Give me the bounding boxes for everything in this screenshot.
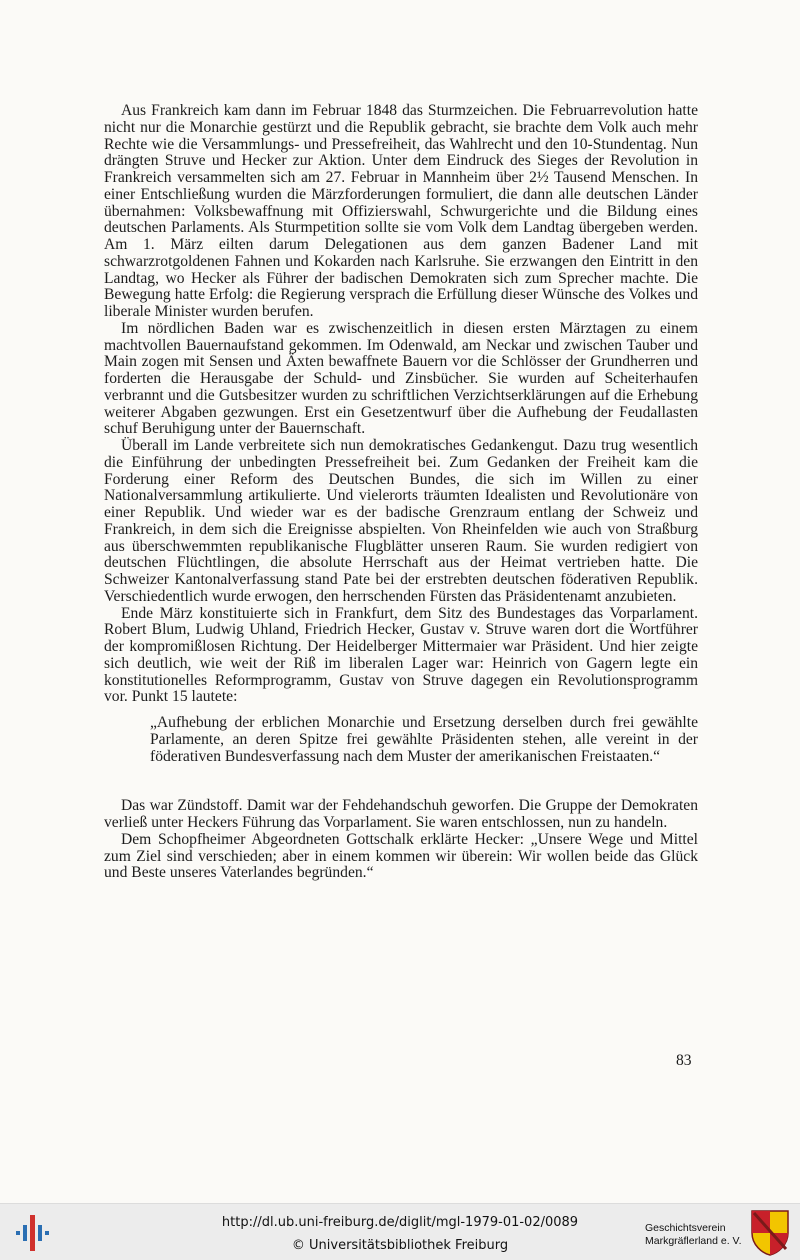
viewer-footer bbox=[0, 1203, 800, 1260]
paragraph: Überall im Lande verbreitete sich nun demokratisches Gedankengut. Dazu trug wesentlich die Einführung der unbedingten Pressefreiheit bei. Zum Gedanken der Freiheit kam die Forderung einer Reform des Deutschen Bundes, die sich im Willen zu einer Nationalversammlung artikulierte. Und vielerorts träumten Idealisten und Revolutionäre von einer Republik. Und wieder war es der badische Grenzraum entlang der Schweiz und Frankreich, in dem sich die Ereignisse abspielten. Von Rheinfelden wie auch von Straßburg aus überschwemmten republikanische Flugblätter unseren Raum. Sie wurden redigiert von deutschen Flüchtlingen, die absolute Herrschaft aus der Heimat vertrieben hatte. Die Schweizer Kantonalverfassung stand Pate bei der erstrebten deutschen föderativen Republik. Verschiedentlich wurde erwogen, den herrschenden Fürsten das Präsidentenamt anzubieten. bbox=[104, 437, 698, 605]
society-line: Geschichtsverein bbox=[645, 1222, 726, 1234]
markgraeflerland-crest-icon bbox=[750, 1209, 790, 1257]
paragraph: Im nördlichen Baden war es zwischenzeitlich in diesen ersten Märztagen zu einem machtvollen Bauernaufstand gekommen. Im Odenwald, am Neckar und zwischen Tauber und Main zogen mit Sensen und Äxten bewaffnete Bauern vor die Schlösser der Grundherren und forderten die Herausgabe der Schuld- und Zinsbücher. Sie wurden auf Scheiterhaufen verbrannt und die Gutsbesitzer wurden zu schriftlichen Verzichtserklärungen auf die Erhebung weiterer Abgaben gezwungen. Erst ein Gesetzentwurf über die Aufhebung der Feudallasten schuf Beruhigung unter der Bauernschaft. bbox=[104, 319, 698, 438]
paragraph: Ende März konstituierte sich in Frankfurt, dem Sitz des Bundestages das Vorparlament. Robert Blum, Ludwig Uhland, Friedrich Hecker, Gustav v. Struve waren dort die Wortführer der kompromißlosen Richtung. Der Heidelberger Mittermaier war Präsident. Und hier zeigte sich deutlich, wie weit der Riß im liberalen Lager war: Heinrich von Gagern legte ein konstitutionelles Reformprogramm, Gustav von Struve dagegen ein Revolutionsprogramm vor. Punkt 15 lautete: bbox=[104, 604, 698, 706]
page-body bbox=[104, 103, 698, 882]
document-url[interactable]: http://dl.ub.uni-freiburg.de/diglit/mgl-1979-01-02/0089 bbox=[221, 1215, 579, 1230]
copyright-notice: © Universitätsbibliothek Freiburg bbox=[291, 1238, 509, 1253]
block-quote: „Aufhebung der erblichen Monarchie und Ersetzung derselben durch frei gewählte Parlamente, an deren Spitze frei gewählte Präsidenten stehen, alle vereint in der föderativen Bundesverfassung nach dem Muster der amerikanischen Freistaaten.“ bbox=[150, 714, 698, 765]
page-number: 83 bbox=[676, 1052, 692, 1069]
society-name bbox=[645, 1222, 742, 1248]
paragraph: Das war Zündstoff. Damit war der Fehdehandschuh geworfen. Die Gruppe der Demokraten verließ unter Heckers Führung das Vorparlament. Sie waren entschlossen, nun zu handeln. bbox=[104, 797, 698, 831]
society-line: Markgräflerland e. V. bbox=[645, 1235, 742, 1247]
paragraph: Aus Frankreich kam dann im Februar 1848 das Sturmzeichen. Die Februarrevolution hatte nicht nur die Monarchie gestürzt und die Republik gebracht, sie brachte dem Volk auch mehr Rechte wie die Versammlungs- und Pressefreiheit, das Wahlrecht und den 10-Stundentag. Nun drängten Struve und Hecker zur Aktion. Unter dem Eindruck des Sieges der Revolution in Frankreich versammelten sich am 27. Februar in Mannheim über 2½ Tausend Menschen. In einer Entschließung wurden die Märzforderungen formuliert, die dann alle deutschen Länder übernahmen: Volksbewaffnung mit Offizierswahl, Schwurgerichte und die Bildung eines deutschen Parlaments. Als Sturmpetition sollte sie vom Volk dem Landtag übergeben werden. Am 1. März eilten darum Delegationen aus dem ganzen Badener Land mit schwarzrotgoldenen Fahnen und Kokarden nach Karlsruhe. Sie erzwangen den Eintritt in den Landtag, wo Hecker als Führer der badischen Demokraten sich zum Sprecher machte. Die Bewegung hatte Erfolg: die Regierung versprach die Erfüllung dieser Wünsche des Volkes und liberale Minister wurden berufen. bbox=[104, 102, 698, 320]
paragraph: Dem Schopfheimer Abgeordneten Gottschalk erklärte Hecker: „Unsere Wege und Mittel zum Ziel sind verschieden; aber in einem kommen wir überein: Wir wollen beide das Glück und Beste unseres Vaterlandes begründen.“ bbox=[104, 830, 698, 882]
